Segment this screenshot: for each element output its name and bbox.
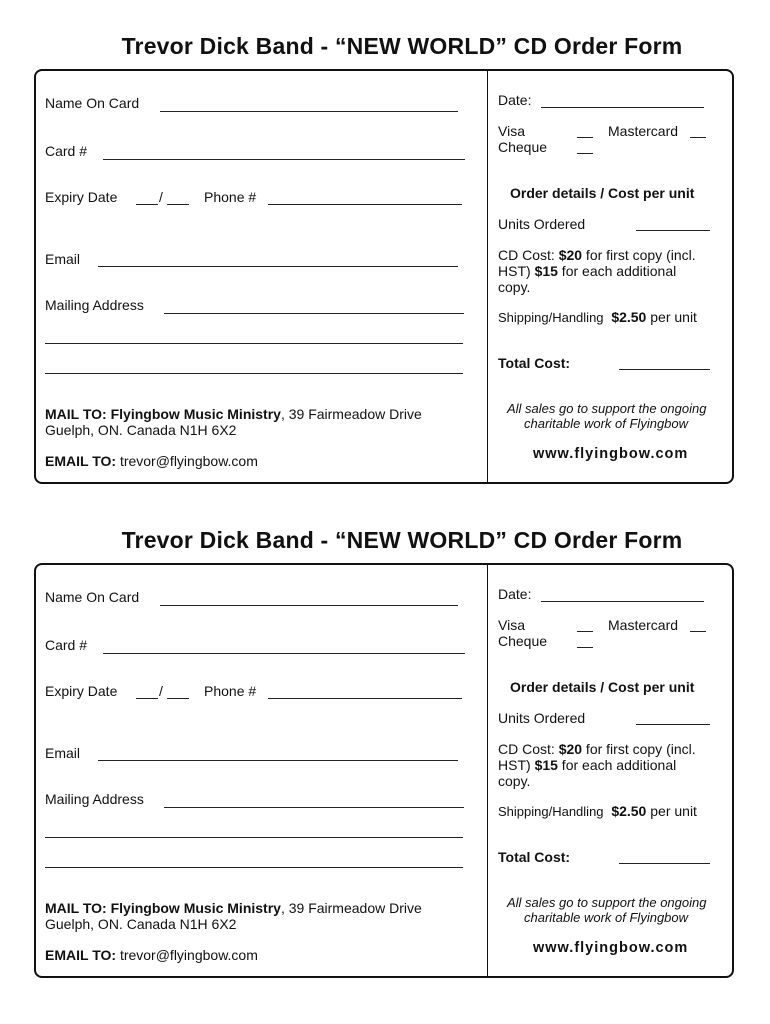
cd-cost-hst: HST) xyxy=(498,757,535,773)
column-divider xyxy=(487,71,488,482)
mail-to-line xyxy=(45,900,422,916)
date-field[interactable] xyxy=(541,601,704,602)
expiry-month-field[interactable] xyxy=(136,204,158,205)
units-ordered-label: Units Ordered xyxy=(498,710,586,726)
expiry-separator: / xyxy=(159,189,163,205)
expiry-date-label: Expiry Date xyxy=(45,189,118,205)
cd-cost-first-text: for first copy (incl. xyxy=(582,741,696,757)
phone-label: Phone # xyxy=(204,683,257,699)
shipping-unit: per unit xyxy=(646,803,697,819)
cd-cost-line-2 xyxy=(498,757,676,773)
name-on-card-field[interactable] xyxy=(160,111,458,112)
date-label: Date: xyxy=(498,586,532,602)
name-on-card-label: Name On Card xyxy=(45,95,140,111)
column-divider xyxy=(487,565,488,976)
card-number-label: Card # xyxy=(45,637,88,653)
shipping-line xyxy=(498,309,697,325)
mail-to-street: , 39 Fairmeadow Drive xyxy=(280,900,422,916)
visa-checkbox[interactable] xyxy=(577,137,593,138)
cd-cost-additional-text: for each additional xyxy=(557,757,677,773)
website-link[interactable]: www.flyingbow.com xyxy=(533,446,689,462)
mailing-address-label: Mailing Address xyxy=(45,297,144,313)
mail-to-org: Flyingbow Music Ministry xyxy=(110,900,281,916)
mailing-address-line-2[interactable] xyxy=(45,343,463,344)
shipping-price: $2.50 xyxy=(611,803,647,819)
mailing-address-field[interactable] xyxy=(164,807,464,808)
email-label: Email xyxy=(45,251,81,267)
order-details-heading: Order details / Cost per unit xyxy=(510,185,695,201)
email-to-line xyxy=(45,453,258,469)
card-number-field[interactable] xyxy=(103,653,465,654)
expiry-year-field[interactable] xyxy=(167,698,189,699)
mail-to-label: MAIL TO: xyxy=(45,406,107,422)
cheque-label: Cheque xyxy=(498,633,548,649)
cd-cost-hst: HST) xyxy=(498,263,535,279)
expiry-date-label: Expiry Date xyxy=(45,683,118,699)
mail-to-street: , 39 Fairmeadow Drive xyxy=(280,406,422,422)
email-to-address: trevor@flyingbow.com xyxy=(119,947,258,963)
expiry-separator: / xyxy=(159,683,163,699)
cd-cost-line-1 xyxy=(498,741,696,757)
phone-field[interactable] xyxy=(268,204,462,205)
mail-to-label: MAIL TO: xyxy=(45,900,107,916)
shipping-line xyxy=(498,803,697,819)
cd-cost-first-price: $20 xyxy=(558,741,583,757)
email-label: Email xyxy=(45,745,81,761)
visa-label: Visa xyxy=(498,617,525,633)
units-ordered-field[interactable] xyxy=(636,230,710,231)
name-on-card-field[interactable] xyxy=(160,605,458,606)
units-ordered-field[interactable] xyxy=(636,724,710,725)
cd-cost-additional-price: $15 xyxy=(534,757,558,773)
form-title: Trevor Dick Band - “NEW WORLD” CD Order Form xyxy=(121,527,683,553)
mail-to-org: Flyingbow Music Ministry xyxy=(110,406,281,422)
visa-label: Visa xyxy=(498,123,525,139)
mailing-address-label: Mailing Address xyxy=(45,791,144,807)
mastercard-checkbox[interactable] xyxy=(690,631,706,632)
email-field[interactable] xyxy=(98,760,458,761)
phone-label: Phone # xyxy=(204,189,257,205)
email-to-label: EMAIL TO: xyxy=(45,453,117,469)
mailing-address-line-2[interactable] xyxy=(45,837,463,838)
shipping-unit: per unit xyxy=(646,309,697,325)
mastercard-label: Mastercard xyxy=(608,617,679,633)
cd-cost-additional-text: for each additional xyxy=(557,263,677,279)
note-line-1: All sales go to support the ongoing xyxy=(507,895,707,910)
form-title: Trevor Dick Band - “NEW WORLD” CD Order Form xyxy=(121,33,683,59)
shipping-label: Shipping/Handling xyxy=(498,310,604,325)
card-number-field[interactable] xyxy=(103,159,465,160)
email-to-address: trevor@flyingbow.com xyxy=(119,453,258,469)
date-label: Date: xyxy=(498,92,532,108)
website-link[interactable]: www.flyingbow.com xyxy=(533,940,689,956)
cd-cost-additional-price: $15 xyxy=(534,263,558,279)
visa-checkbox[interactable] xyxy=(577,631,593,632)
cheque-checkbox[interactable] xyxy=(577,153,593,154)
note-line-1: All sales go to support the ongoing xyxy=(507,401,707,416)
mailing-address-line-3[interactable] xyxy=(45,373,463,374)
cd-cost-prefix: CD Cost: xyxy=(498,247,559,263)
cd-cost-line-1 xyxy=(498,247,696,263)
mastercard-label: Mastercard xyxy=(608,123,679,139)
order-details-heading: Order details / Cost per unit xyxy=(510,679,695,695)
cd-cost-first-price: $20 xyxy=(558,247,583,263)
shipping-price: $2.50 xyxy=(611,309,647,325)
mailing-address-line-3[interactable] xyxy=(45,867,463,868)
card-number-label: Card # xyxy=(45,143,88,159)
mail-to-line xyxy=(45,406,422,422)
mastercard-checkbox[interactable] xyxy=(690,137,706,138)
units-ordered-label: Units Ordered xyxy=(498,216,586,232)
cd-cost-line-3: copy. xyxy=(498,773,531,789)
email-to-label: EMAIL TO: xyxy=(45,947,117,963)
email-to-line xyxy=(45,947,258,963)
total-cost-label: Total Cost: xyxy=(498,355,571,371)
note-line-2: charitable work of Flyingbow xyxy=(524,416,689,431)
cheque-label: Cheque xyxy=(498,139,548,155)
expiry-year-field[interactable] xyxy=(167,204,189,205)
cd-cost-line-3: copy. xyxy=(498,279,531,295)
form-box xyxy=(34,69,734,484)
date-field[interactable] xyxy=(541,107,704,108)
phone-field[interactable] xyxy=(268,698,462,699)
name-on-card-label: Name On Card xyxy=(45,589,140,605)
mail-to-city: Guelph, ON. Canada N1H 6X2 xyxy=(45,422,237,438)
total-cost-field[interactable] xyxy=(619,369,710,370)
total-cost-label: Total Cost: xyxy=(498,849,571,865)
note-line-2: charitable work of Flyingbow xyxy=(524,910,689,925)
mailing-address-field[interactable] xyxy=(164,313,464,314)
total-cost-field[interactable] xyxy=(619,863,710,864)
cd-cost-line-2 xyxy=(498,263,676,279)
shipping-label: Shipping/Handling xyxy=(498,804,604,819)
form-box xyxy=(34,563,734,978)
cd-cost-first-text: for first copy (incl. xyxy=(582,247,696,263)
expiry-month-field[interactable] xyxy=(136,698,158,699)
email-field[interactable] xyxy=(98,266,458,267)
mail-to-city: Guelph, ON. Canada N1H 6X2 xyxy=(45,916,237,932)
cd-cost-prefix: CD Cost: xyxy=(498,741,559,757)
cheque-checkbox[interactable] xyxy=(577,647,593,648)
